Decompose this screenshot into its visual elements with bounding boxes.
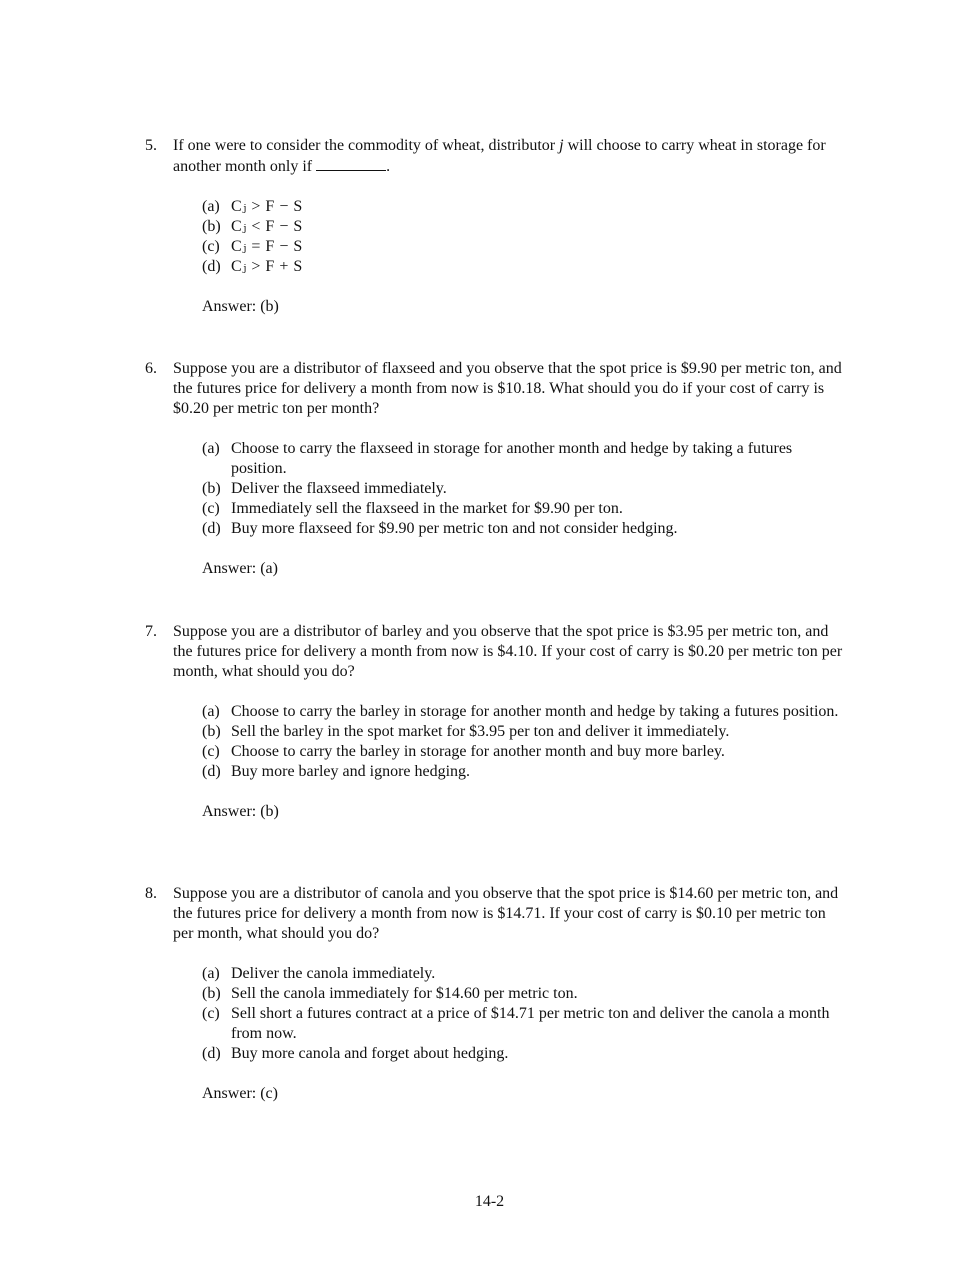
- option-label: (b): [202, 480, 221, 497]
- option-label: (a): [202, 440, 220, 457]
- option-text: Buy more flaxseed for $9.90 per metric ton and not consider hedging.: [231, 520, 678, 537]
- option-text: Buy more canola and forget about hedging.: [231, 1045, 509, 1062]
- option-c: [202, 742, 845, 762]
- answer-line: Answer: (b): [202, 803, 279, 820]
- question-text: Suppose you are a distributor of canola and you observe that the spot price is $14.60 per metric ton, and the futures price for delivery a month from now is $14.71. If your cost of carry is $0.10 per metric ton per month, what should you do?: [173, 885, 839, 942]
- option-list: [202, 964, 845, 1064]
- option-label: (d): [202, 258, 221, 275]
- option-text: Sell short a futures contract at a price of $14.71 per metric ton and deliver the canola a month from now.: [231, 1005, 830, 1042]
- option-text: Cⱼ > F + S: [231, 258, 303, 275]
- answer-line: Answer: (b): [202, 298, 279, 315]
- option-text: Choose to carry the flaxseed in storage for another month and hedge by taking a futures position.: [231, 440, 793, 477]
- option-label: (c): [202, 743, 220, 760]
- option-label: (d): [202, 520, 221, 537]
- option-text: Sell the barley in the spot market for $3.95 per ton and deliver it immediately.: [231, 723, 730, 740]
- option-d: [202, 519, 845, 539]
- option-a: [202, 439, 845, 479]
- option-label: (a): [202, 965, 220, 982]
- option-a: [202, 702, 845, 722]
- option-d: [202, 762, 845, 782]
- option-text: Choose to carry the barley in storage for another month and buy more barley.: [231, 743, 725, 760]
- option-text: Buy more barley and ignore hedging.: [231, 763, 471, 780]
- option-label: (c): [202, 500, 220, 517]
- question-text-part: If one were to consider the commodity of wheat, distributor: [173, 137, 560, 154]
- option-d: [202, 1044, 845, 1064]
- option-a: [202, 964, 845, 984]
- page-number: 14-2: [474, 1193, 505, 1210]
- answer-line: Answer: (c): [202, 1085, 278, 1102]
- option-a: [202, 197, 845, 217]
- option-text: Deliver the flaxseed immediately.: [231, 480, 447, 497]
- option-text: Cⱼ < F − S: [231, 218, 303, 235]
- option-b: [202, 217, 845, 237]
- option-b: [202, 722, 845, 742]
- option-label: (b): [202, 218, 221, 235]
- option-label: (a): [202, 703, 220, 720]
- answer-line: Answer: (a): [202, 560, 278, 577]
- option-b: [202, 479, 845, 499]
- variable-j: j: [559, 137, 564, 154]
- option-text: Choose to carry the barley in storage for another month and hedge by taking a futures position.: [231, 703, 839, 720]
- option-list: [202, 197, 845, 277]
- question-stem: [145, 622, 845, 682]
- option-text: Immediately sell the flaxseed in the market for $9.90 per ton.: [231, 500, 623, 517]
- question-5: [145, 136, 845, 317]
- option-list: [202, 439, 845, 539]
- question-text-end: .: [386, 158, 391, 175]
- question-text: Suppose you are a distributor of barley and you observe that the spot price is $3.95 per metric ton, and the futures price for delivery a month from now is $4.10. If your cost of carry is $0.20 per metric ton per month, what should you do?: [173, 623, 843, 680]
- option-label: (b): [202, 985, 221, 1002]
- question-number: 6.: [145, 360, 157, 377]
- question-stem: [145, 359, 845, 419]
- question-number: 8.: [145, 885, 157, 902]
- option-text: Deliver the canola immediately.: [231, 965, 436, 982]
- question-number: 7.: [145, 623, 157, 640]
- option-c: [202, 499, 845, 519]
- option-label: (d): [202, 1045, 221, 1062]
- question-6: [145, 359, 845, 579]
- answer-blank: [316, 156, 386, 171]
- option-label: (d): [202, 763, 221, 780]
- question-7: [145, 622, 845, 822]
- option-list: [202, 702, 845, 782]
- question-text: Suppose you are a distributor of flaxseed and you observe that the spot price is $9.90 per metric ton, and the futures price for delivery a month from now is $10.18. What should you do if your cost of carry is $0.20 per metric ton per month?: [173, 360, 842, 417]
- option-d: [202, 257, 845, 277]
- option-label: (a): [202, 198, 220, 215]
- option-c: [202, 237, 845, 257]
- option-label: (b): [202, 723, 221, 740]
- question-number: 5.: [145, 137, 157, 154]
- question-text: [173, 136, 845, 177]
- option-label: (c): [202, 238, 220, 255]
- question-stem: [145, 136, 845, 177]
- option-label: (c): [202, 1005, 220, 1022]
- option-text: Cⱼ > F − S: [231, 198, 303, 215]
- option-text: Sell the canola immediately for $14.60 per metric ton.: [231, 985, 578, 1002]
- option-text: Cⱼ = F − S: [231, 238, 303, 255]
- question-text-part: will choose to carry wheat in storage for another month only if: [173, 137, 826, 175]
- question-stem: [145, 884, 845, 944]
- option-b: [202, 984, 845, 1004]
- option-c: [202, 1004, 845, 1044]
- question-8: [145, 884, 845, 1104]
